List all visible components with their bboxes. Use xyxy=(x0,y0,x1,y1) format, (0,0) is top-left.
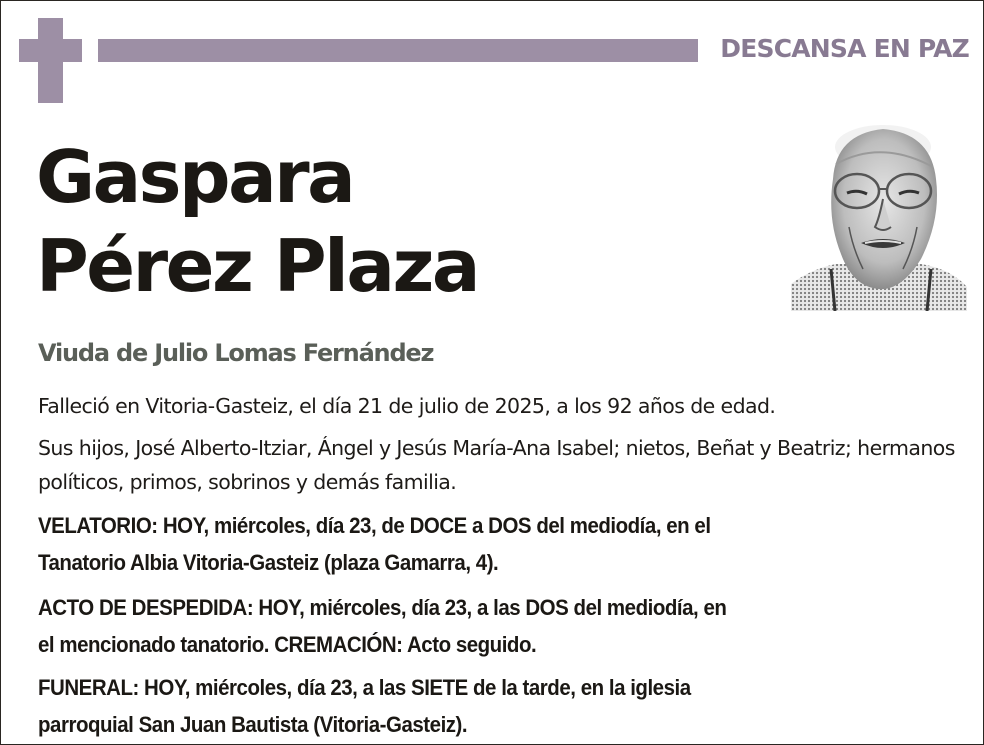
header-divider-bar xyxy=(98,39,698,62)
funeral-info xyxy=(38,669,959,743)
wake-line-1: VELATORIO: HOY, miércoles, día 23, de DOCE a DOS del mediodía, en el xyxy=(38,513,711,538)
funeral-line-2: parroquial San Juan Bautista (Vitoria-Gasteiz). xyxy=(38,712,468,737)
funeral-line-1: FUNERAL: HOY, miércoles, día 23, a las SIETE de la tarde, en la iglesia xyxy=(38,675,691,700)
family-text: Sus hijos, José Alberto-Itziar, Ángel y Jesús María-Ana Isabel; nietos, Beñat y Beatriz; hermanos políticos, primos, sobrinos y demás familia. xyxy=(38,436,955,494)
header-label: DESCANSA EN PAZ xyxy=(720,34,969,63)
deceased-name xyxy=(36,133,478,311)
portrait-photo xyxy=(791,119,967,311)
farewell-line-1: ACTO DE DESPEDIDA: HOY, miércoles, día 23, a las DOS del mediodía, en xyxy=(38,595,727,620)
death-notice-text: Falleció en Vitoria-Gasteiz, el día 21 de julio de 2025, a los 92 años de edad. xyxy=(38,394,776,418)
surnames: Pérez Plaza xyxy=(36,224,478,308)
first-name: Gaspara xyxy=(36,135,354,219)
wake-info xyxy=(38,507,959,581)
wake-line-2: Tanatorio Albia Vitoria-Gasteiz (plaza Gamarra, 4). xyxy=(38,550,499,575)
subtitle-widow-of: Viuda de Julio Lomas Fernández xyxy=(38,339,434,367)
farewell-line-2: el mencionado tanatorio. CREMACIÓN: Acto seguido. xyxy=(38,632,537,657)
portrait-illustration xyxy=(791,119,967,311)
cross-horizontal-bar xyxy=(19,39,82,62)
farewell-info xyxy=(38,589,959,663)
